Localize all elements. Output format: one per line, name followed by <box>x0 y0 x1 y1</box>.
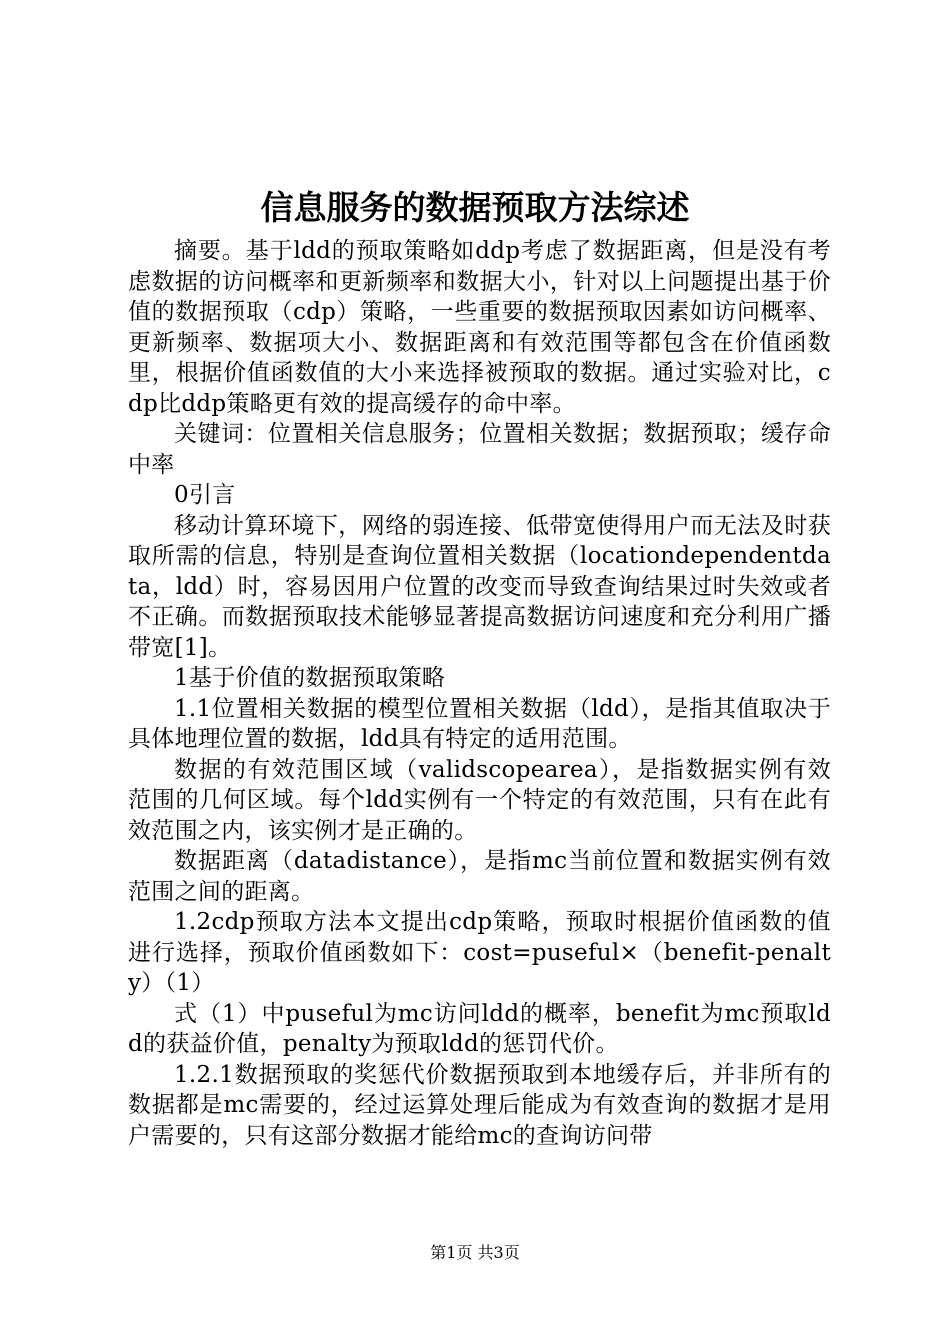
keywords-paragraph: 关键词：位置相关信息服务；位置相关数据；数据预取；缓存命中率 <box>128 421 831 478</box>
data-distance-paragraph: 数据距离（datadistance），是指mc当前位置和数据实例有效范围之间的距离。 <box>128 848 831 905</box>
section-heading-introduction: 0引言 <box>174 482 236 508</box>
document-title: 信息服务的数据预取方法综述 <box>260 188 690 227</box>
valid-scope-paragraph: 数据的有效范围区域（validscopearea），是指数据实例有效范围的几何区域。每个ldd实例有一个特定的有效范围，只有在此有效范围之内，该实例才是正确的。 <box>128 756 831 844</box>
formula-explanation-paragraph: 式（1）中puseful为mc访问ldd的概率，benefit为mc预取ldd的获益价值，penalty为预取ldd的惩罚代价。 <box>128 1000 831 1057</box>
abstract-paragraph: 摘要。基于ldd的预取策略如ddp考虑了数据距离，但是没有考虑数据的访问概率和更新频率和数据大小，针对以上问题提出基于价值的数据预取（cdp）策略，一些重要的数据预取因素如访问概率、更新频率、数据项大小、数据距离和有效范围等都包含在价值函数里，根据价值函数值的大小来选择被预取的数据。通过实验对比，cdp比ddp策略更有效的提高缓存的命中率。 <box>128 238 831 417</box>
document-body <box>128 236 831 1151</box>
section-1-2-paragraph: 1.2cdp预取方法本文提出cdp策略，预取时根据价值函数的值进行选择，预取价值函数如下：cost=puseful×（benefit-penalty）（1） <box>128 909 831 996</box>
introduction-paragraph: 移动计算环境下，网络的弱连接、低带宽使得用户而无法及时获取所需的信息，特别是查询位置相关数据（locationdependentdata，ldd）时，容易因用户位置的改变而导致查询结果过时失效或者不正确。而数据预取技术能够显著提高数据访问速度和充分利用广播带宽[1]。 <box>128 512 831 661</box>
section-heading-1: 1基于价值的数据预取策略 <box>174 665 446 691</box>
section-1-2-1-paragraph: 1.2.1数据预取的奖惩代价数据预取到本地缓存后，并非所有的数据都是mc需要的，经过运算处理后能成为有效查询的数据才是用户需要的，只有这部分数据才能给mc的查询访问带 <box>128 1061 831 1149</box>
page-footer: 第1页 共3页 <box>430 1243 520 1262</box>
section-1-1-paragraph: 1.1位置相关数据的模型位置相关数据（ldd），是指其值取决于具体地理位置的数据，ldd具有特定的适用范围。 <box>128 695 831 752</box>
